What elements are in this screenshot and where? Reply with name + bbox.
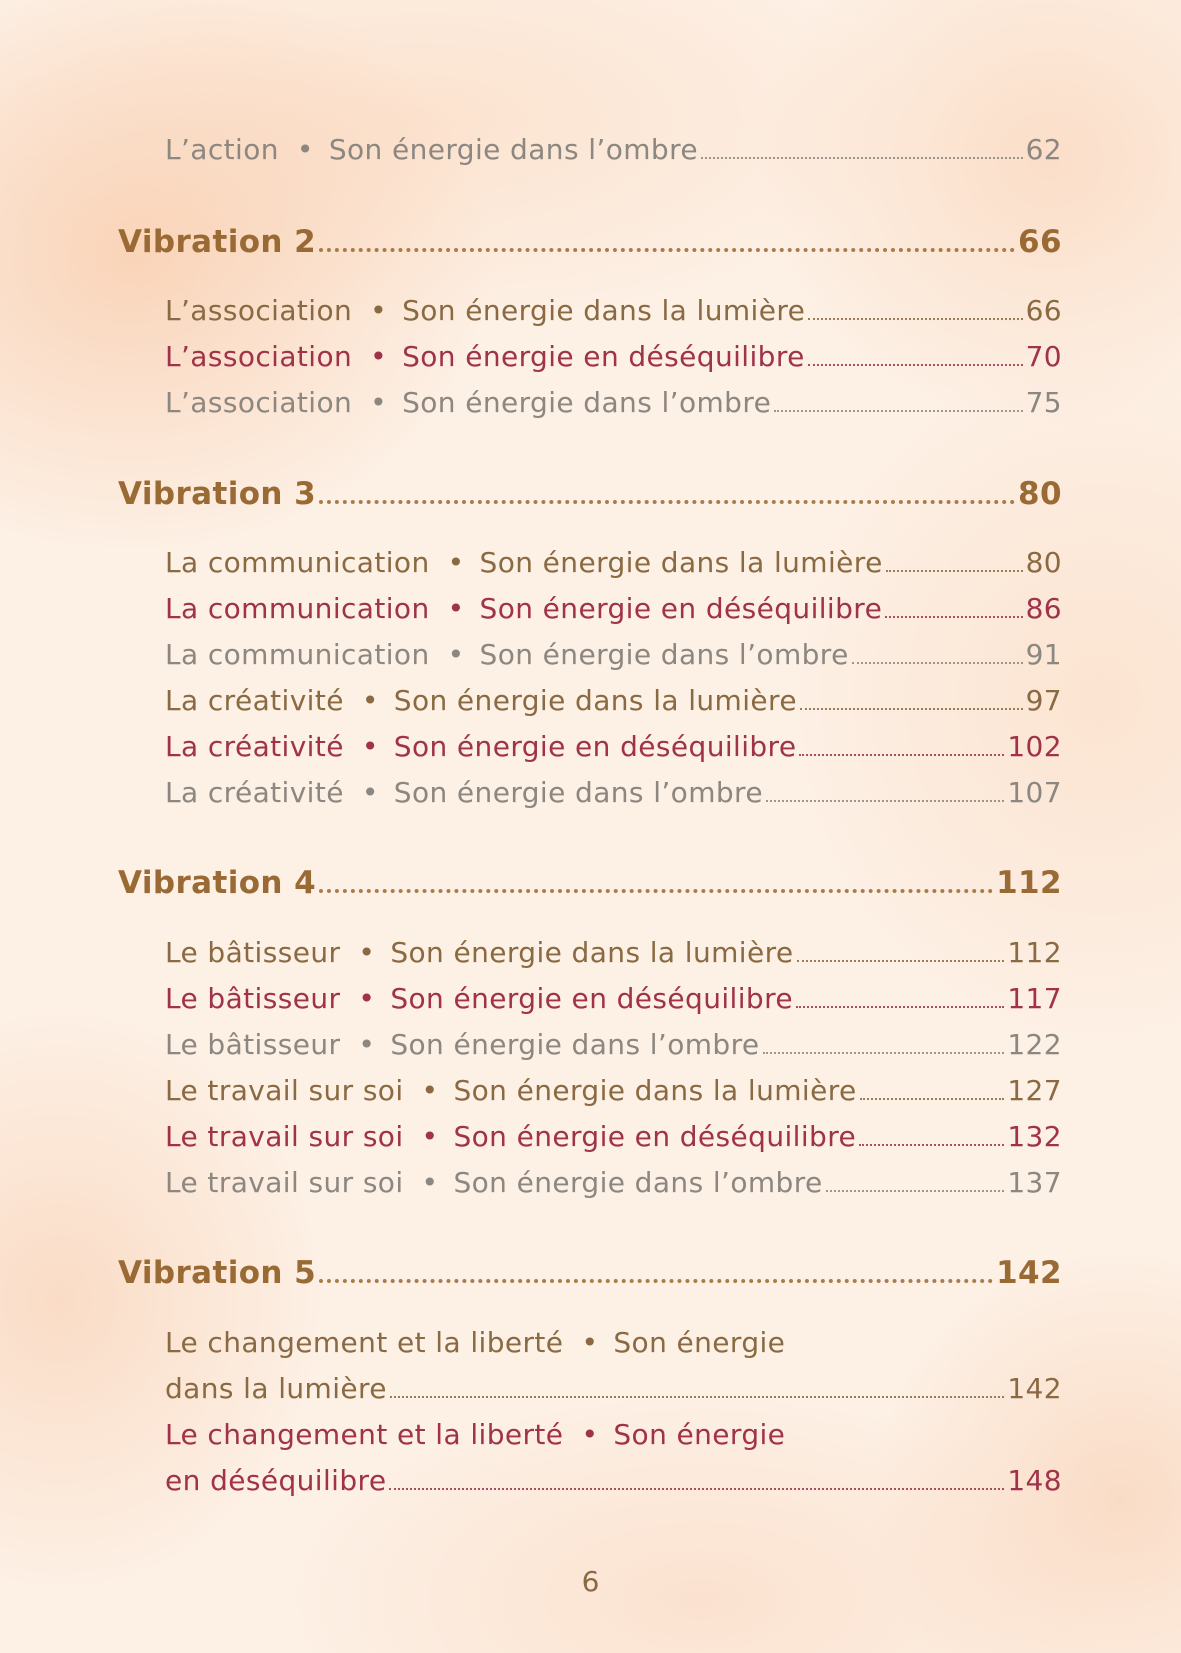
- dot-leader: [796, 1005, 1004, 1008]
- dot-leader: [885, 615, 1022, 618]
- entry-title: L’action: [165, 133, 279, 166]
- entry-page: 148: [1007, 1464, 1062, 1497]
- heading-page: 80: [1018, 476, 1062, 512]
- toc-entry[interactable]: [165, 982, 1062, 1015]
- bullet: •: [421, 1120, 439, 1153]
- bullet: •: [447, 638, 465, 671]
- bullet: •: [581, 1326, 599, 1359]
- entry-subtitle: Son énergie dans l’ombre: [328, 133, 699, 166]
- dot-leader: [763, 1051, 1005, 1054]
- entry-page: 102: [1007, 730, 1062, 763]
- dot-leader: [799, 753, 1004, 756]
- entry-page: 97: [1025, 684, 1062, 717]
- page-number: 6: [581, 1565, 600, 1598]
- dot-leader: [319, 247, 1015, 252]
- toc-entry[interactable]: [165, 936, 1062, 969]
- entry-page: 91: [1025, 638, 1062, 671]
- heading-title: Vibration 5: [118, 1255, 317, 1291]
- bullet: •: [370, 386, 388, 419]
- entry-page: 112: [1007, 936, 1062, 969]
- bullet: •: [447, 546, 465, 579]
- dot-leader: [808, 317, 1022, 320]
- toc-entry[interactable]: [165, 340, 1062, 373]
- entry-subtitle: Son énergie dans la lumière: [393, 684, 797, 717]
- bullet: •: [370, 340, 388, 373]
- entry-page: 122: [1007, 1028, 1062, 1061]
- dot-leader: [859, 1143, 1004, 1146]
- entry-title: Le travail sur soi: [165, 1166, 404, 1199]
- entry-continuation: en déséquilibre: [165, 1464, 387, 1497]
- dot-leader: [886, 569, 1023, 572]
- entry-page: 142: [1007, 1372, 1062, 1405]
- entry-page: 107: [1007, 776, 1062, 809]
- dot-leader: [319, 888, 993, 893]
- toc-heading-vibration-5[interactable]: [118, 1255, 1062, 1291]
- entry-title: La créativité: [165, 684, 344, 717]
- toc-entry[interactable]: [165, 776, 1062, 809]
- toc-entry[interactable]: [165, 1166, 1062, 1199]
- toc-entry[interactable]: [165, 386, 1062, 419]
- toc-heading-vibration-4[interactable]: [118, 865, 1062, 901]
- entry-subtitle: Son énergie dans la lumière: [479, 546, 883, 579]
- toc-entry[interactable]: [165, 294, 1062, 327]
- toc-entry[interactable]: [165, 133, 1062, 166]
- dot-leader: [860, 1097, 1005, 1100]
- entry-continuation: dans la lumière: [165, 1372, 387, 1405]
- bullet: •: [370, 294, 388, 327]
- entry-subtitle: Son énergie en déséquilibre: [402, 340, 805, 373]
- toc-entry[interactable]: [165, 730, 1062, 763]
- entry-title: Le bâtisseur: [165, 982, 341, 1015]
- bullet: •: [361, 776, 379, 809]
- dot-leader: [701, 156, 1023, 159]
- entry-title: Le travail sur soi: [165, 1074, 404, 1107]
- entry-title: L’association: [165, 386, 353, 419]
- entry-title: L’association: [165, 294, 353, 327]
- entry-title: Le bâtisseur: [165, 1028, 341, 1061]
- toc-entry-line-1[interactable]: [165, 1418, 1062, 1451]
- toc-entry[interactable]: [165, 638, 1062, 671]
- heading-title: Vibration 4: [118, 865, 317, 901]
- dot-leader: [319, 499, 1015, 504]
- dot-leader: [826, 1189, 1005, 1192]
- entry-page: 137: [1007, 1166, 1062, 1199]
- entry-subtitle: Son énergie en déséquilibre: [390, 982, 794, 1015]
- toc-entry[interactable]: [165, 1120, 1062, 1153]
- entry-title: La communication: [165, 592, 430, 625]
- entry-subtitle: Son énergie dans la lumière: [453, 1074, 857, 1107]
- entry-page: 62: [1025, 133, 1062, 166]
- toc-entry[interactable]: [165, 684, 1062, 717]
- entry-subtitle: Son énergie dans l’ombre: [402, 386, 772, 419]
- entry-subtitle: Son énergie en déséquilibre: [479, 592, 883, 625]
- dot-leader: [389, 1487, 1004, 1490]
- heading-title: Vibration 3: [118, 476, 317, 512]
- dot-leader: [797, 959, 1005, 962]
- entry-subtitle: Son énergie: [613, 1326, 786, 1359]
- dot-leader: [390, 1395, 1004, 1398]
- entry-title: Le changement et la liberté: [165, 1326, 564, 1359]
- entry-title: Le changement et la liberté: [165, 1418, 564, 1451]
- entry-title: La communication: [165, 638, 430, 671]
- entry-subtitle: Son énergie dans l’ombre: [453, 1166, 823, 1199]
- entry-subtitle: Son énergie dans la lumière: [402, 294, 806, 327]
- entry-subtitle: Son énergie dans la lumière: [390, 936, 794, 969]
- toc-entry-line-2[interactable]: [165, 1464, 1062, 1497]
- entry-subtitle: Son énergie dans l’ombre: [479, 638, 849, 671]
- dot-leader: [774, 409, 1022, 412]
- bullet: •: [361, 684, 379, 717]
- entry-title: Le travail sur soi: [165, 1120, 404, 1153]
- dot-leader: [319, 1278, 993, 1283]
- bullet: •: [581, 1418, 599, 1451]
- entry-page: 127: [1007, 1074, 1062, 1107]
- entry-subtitle: Son énergie dans l’ombre: [393, 776, 763, 809]
- entry-page: 75: [1025, 386, 1062, 419]
- heading-page: 142: [996, 1255, 1062, 1291]
- dot-leader: [800, 707, 1023, 710]
- bullet: •: [447, 592, 465, 625]
- heading-title: Vibration 2: [118, 224, 317, 260]
- bullet: •: [296, 133, 314, 166]
- bullet: •: [361, 730, 379, 763]
- bullet: •: [421, 1074, 439, 1107]
- entry-page: 117: [1007, 982, 1062, 1015]
- dot-leader: [766, 799, 1004, 802]
- entry-page: 86: [1025, 592, 1062, 625]
- bullet: •: [358, 1028, 376, 1061]
- entry-page: 132: [1007, 1120, 1062, 1153]
- toc-entry[interactable]: [165, 592, 1062, 625]
- entry-subtitle: Son énergie en déséquilibre: [453, 1120, 857, 1153]
- entry-title: La communication: [165, 546, 430, 579]
- entry-subtitle: Son énergie: [613, 1418, 786, 1451]
- entry-subtitle: Son énergie en déséquilibre: [393, 730, 797, 763]
- toc-entry[interactable]: [165, 546, 1062, 579]
- entry-title: Le bâtisseur: [165, 936, 341, 969]
- entry-subtitle: Son énergie dans l’ombre: [390, 1028, 760, 1061]
- entry-title: L’association: [165, 340, 353, 373]
- heading-page: 66: [1018, 224, 1062, 260]
- dot-leader: [852, 661, 1023, 664]
- entry-title: La créativité: [165, 730, 344, 763]
- bullet: •: [421, 1166, 439, 1199]
- dot-leader: [808, 363, 1023, 366]
- toc-entry-line-2[interactable]: [165, 1372, 1062, 1405]
- entry-title: La créativité: [165, 776, 344, 809]
- entry-page: 70: [1025, 340, 1062, 373]
- toc-entry-line-1[interactable]: [165, 1326, 1062, 1359]
- bullet: •: [358, 936, 376, 969]
- entry-page: 80: [1025, 546, 1062, 579]
- entry-page: 66: [1025, 294, 1062, 327]
- toc-heading-vibration-2[interactable]: [118, 224, 1062, 260]
- toc-entry[interactable]: [165, 1074, 1062, 1107]
- bullet: •: [358, 982, 376, 1015]
- toc-entry[interactable]: [165, 1028, 1062, 1061]
- toc-heading-vibration-3[interactable]: [118, 476, 1062, 512]
- heading-page: 112: [996, 865, 1062, 901]
